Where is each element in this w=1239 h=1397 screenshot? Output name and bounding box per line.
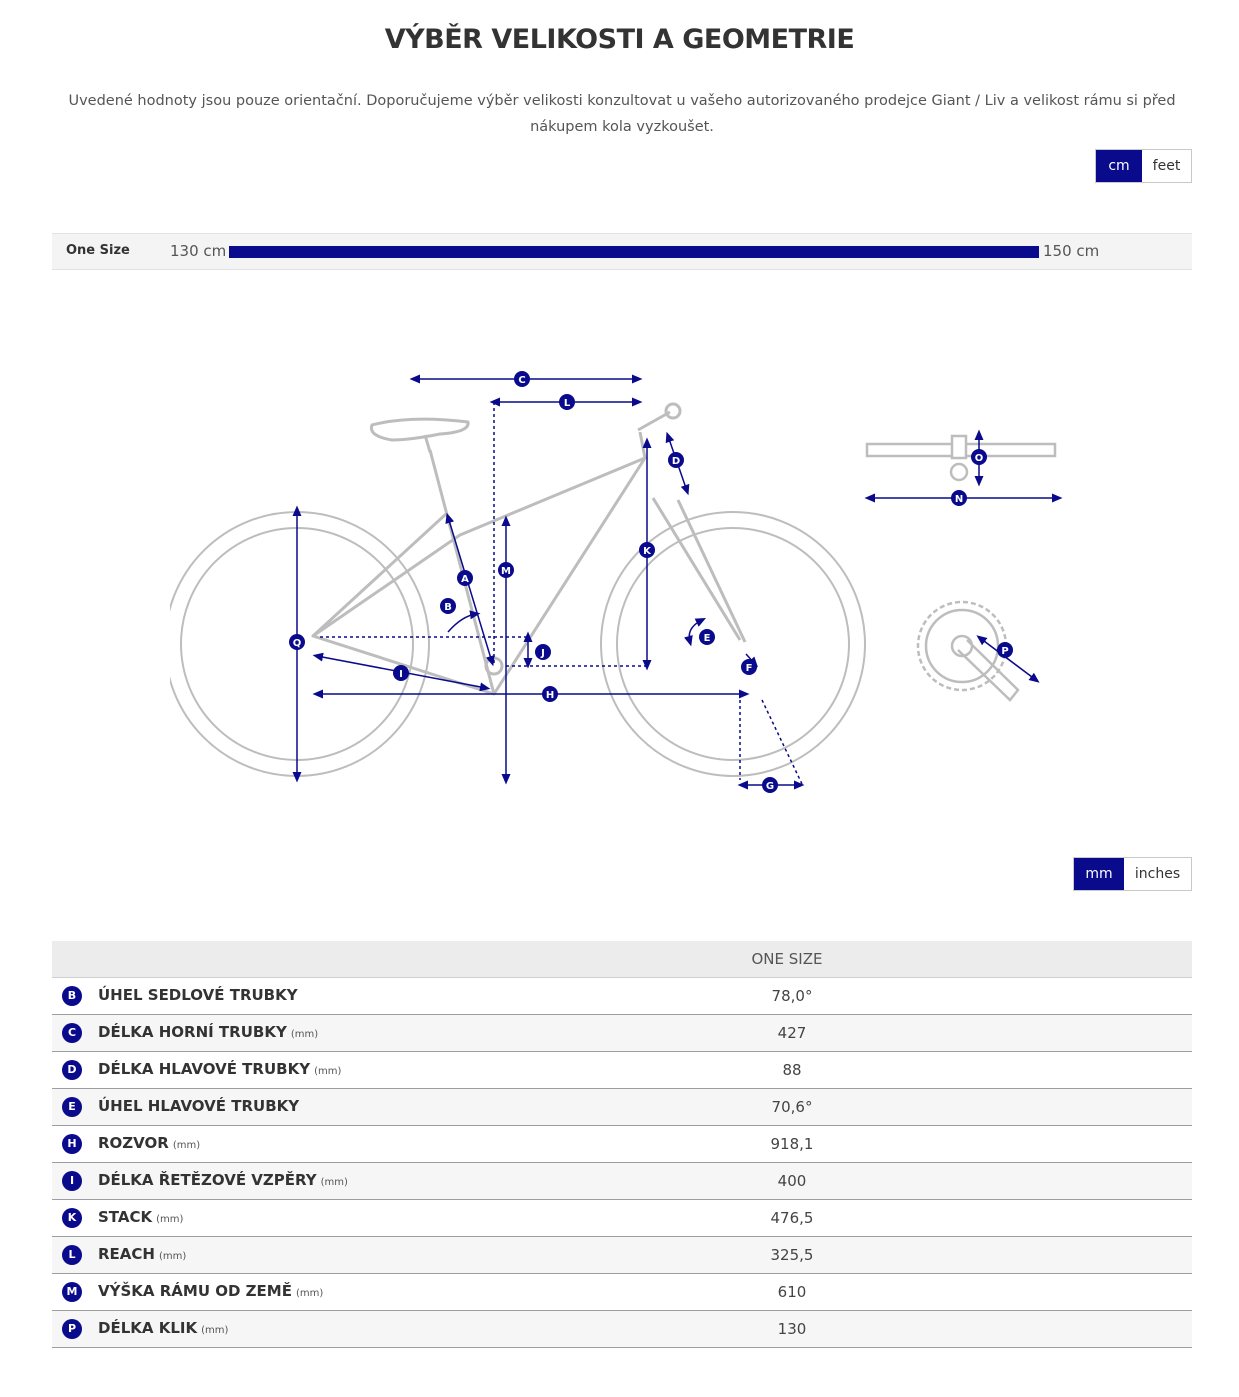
badge-c bbox=[514, 371, 530, 387]
unit-inches-button[interactable]: inches bbox=[1134, 866, 1181, 882]
row-label bbox=[98, 1171, 348, 1189]
badge-j bbox=[535, 644, 551, 660]
size-max-height: 150 cm bbox=[1043, 242, 1100, 260]
row-label-text: ÚHEL HLAVOVÉ TRUBKY bbox=[98, 1097, 300, 1115]
badge-d-text: D bbox=[671, 456, 681, 467]
row-unit: (mm) bbox=[156, 1214, 184, 1225]
row-value: 400 bbox=[777, 1172, 807, 1190]
geometry-diagram bbox=[170, 360, 1070, 800]
badge-f bbox=[741, 659, 757, 675]
badge-f-text: F bbox=[745, 663, 753, 674]
row-value: 325,5 bbox=[770, 1246, 814, 1264]
row-label bbox=[98, 1282, 323, 1300]
badge-m-text: M bbox=[501, 566, 511, 577]
row-unit: (mm) bbox=[290, 1029, 319, 1040]
badge-q-text: Q bbox=[292, 638, 302, 649]
row-letter-badge: B bbox=[62, 986, 82, 1006]
geometry-table bbox=[52, 941, 1192, 1348]
table-row bbox=[52, 1089, 1192, 1126]
bike-frame bbox=[313, 404, 745, 694]
size-name: One Size bbox=[66, 243, 130, 258]
badge-m bbox=[498, 562, 514, 578]
row-label-text: DÉLKA KLIK bbox=[98, 1319, 198, 1337]
table-row bbox=[52, 1052, 1192, 1089]
row-unit: (mm) bbox=[158, 1251, 187, 1262]
table-row bbox=[52, 1163, 1192, 1200]
row-unit: (mm) bbox=[201, 1325, 229, 1336]
row-label bbox=[98, 1134, 200, 1152]
row-label bbox=[98, 1208, 183, 1226]
row-label bbox=[98, 1060, 341, 1078]
badge-l bbox=[559, 394, 575, 410]
row-label-text: VÝŠKA RÁMU OD ZEMĚ bbox=[98, 1282, 292, 1300]
badge-e-text: E bbox=[703, 633, 711, 644]
badge-j-text: J bbox=[541, 648, 545, 659]
row-value: 476,5 bbox=[770, 1209, 814, 1227]
badge-d bbox=[668, 452, 684, 468]
row-value: 78,0° bbox=[771, 987, 813, 1005]
row-label bbox=[98, 1319, 228, 1337]
row-label bbox=[98, 1097, 299, 1115]
size-min-height: 130 cm bbox=[170, 242, 227, 260]
row-label-text: ROZVOR bbox=[98, 1134, 169, 1152]
table-row bbox=[52, 1311, 1192, 1348]
row-letter-badge: M bbox=[62, 1282, 82, 1302]
geometry-table-header bbox=[52, 941, 1192, 978]
badge-n bbox=[951, 490, 967, 506]
unit-mm-button[interactable]: mm bbox=[1074, 858, 1124, 890]
badge-b bbox=[440, 598, 456, 614]
row-value: 610 bbox=[777, 1283, 807, 1301]
badge-g-text: G bbox=[765, 781, 775, 792]
badge-h bbox=[542, 686, 558, 702]
row-value: 918,1 bbox=[770, 1135, 814, 1153]
table-row bbox=[52, 1015, 1192, 1052]
row-label-text: DÉLKA HORNÍ TRUBKY bbox=[98, 1023, 287, 1041]
badge-k bbox=[639, 542, 655, 558]
row-letter-badge: P bbox=[62, 1319, 82, 1339]
row-letter-badge: H bbox=[62, 1134, 82, 1154]
row-value: 130 bbox=[777, 1320, 807, 1338]
badge-e bbox=[699, 629, 715, 645]
badge-p bbox=[997, 642, 1013, 658]
row-letter-badge: D bbox=[62, 1060, 82, 1080]
row-value: 70,6° bbox=[771, 1098, 813, 1116]
badge-a-text: A bbox=[461, 574, 469, 585]
row-label-text: REACH bbox=[98, 1245, 155, 1263]
row-letter-badge: L bbox=[62, 1245, 82, 1265]
badge-c-text: C bbox=[518, 375, 526, 386]
row-label bbox=[98, 1245, 186, 1263]
badge-h-text: H bbox=[545, 690, 555, 701]
row-label-text: DÉLKA ŘETĚZOVÉ VZPĚRY bbox=[98, 1171, 317, 1189]
row-letter-badge: I bbox=[62, 1171, 82, 1191]
row-letter-badge: E bbox=[62, 1097, 82, 1117]
row-label-text: DÉLKA HLAVOVÉ TRUBKY bbox=[98, 1060, 311, 1078]
badge-n-text: N bbox=[954, 494, 964, 505]
unit-feet-button[interactable]: feet bbox=[1152, 158, 1181, 174]
row-value: 427 bbox=[777, 1024, 807, 1042]
crankset-detail bbox=[918, 602, 1036, 700]
badge-g bbox=[762, 777, 778, 793]
row-unit: (mm) bbox=[314, 1066, 342, 1077]
badge-q bbox=[289, 634, 305, 650]
unit-cm-button[interactable]: cm bbox=[1096, 150, 1142, 182]
row-unit: (mm) bbox=[320, 1177, 348, 1188]
size-range-row bbox=[52, 233, 1192, 270]
row-letter-badge: C bbox=[62, 1023, 82, 1043]
dimension-unit-toggle bbox=[1073, 857, 1192, 891]
size-range-bar bbox=[229, 246, 1039, 258]
row-label-text: STACK bbox=[98, 1208, 153, 1226]
size-column-header: ONE SIZE bbox=[751, 950, 823, 968]
badge-a bbox=[457, 570, 473, 586]
handlebar-detail bbox=[867, 434, 1058, 498]
badge-i-text: I bbox=[399, 669, 403, 680]
row-label-text: ÚHEL SEDLOVÉ TRUBKY bbox=[98, 986, 298, 1004]
row-letter-badge: K bbox=[62, 1208, 82, 1228]
badge-i bbox=[393, 665, 409, 681]
badge-l-text: L bbox=[563, 398, 571, 409]
badge-k-text: K bbox=[643, 546, 651, 557]
badge-o-text: O bbox=[974, 453, 984, 464]
table-row bbox=[52, 1126, 1192, 1163]
row-unit: (mm) bbox=[295, 1288, 324, 1299]
length-unit-toggle bbox=[1095, 149, 1192, 183]
table-row bbox=[52, 1274, 1192, 1311]
page-title: VÝBĚR VELIKOSTI A GEOMETRIE bbox=[384, 24, 855, 55]
table-row bbox=[52, 978, 1192, 1015]
row-value: 88 bbox=[782, 1061, 802, 1079]
page-subtitle: Uvedené hodnoty jsou pouze orientační. Doporučujeme výběr velikosti konzultovat u vašeho autorizovaného prodejce Giant / Liv a velikost rámu si před nákupem kola vyzkoušet. bbox=[68, 93, 1176, 135]
badge-b-text: B bbox=[444, 602, 452, 613]
table-row bbox=[52, 1237, 1192, 1274]
row-label bbox=[98, 1023, 318, 1041]
row-unit: (mm) bbox=[172, 1140, 201, 1151]
badge-p-text: P bbox=[1001, 646, 1009, 657]
table-row bbox=[52, 1200, 1192, 1237]
row-label bbox=[98, 986, 298, 1004]
badge-o bbox=[971, 449, 987, 465]
